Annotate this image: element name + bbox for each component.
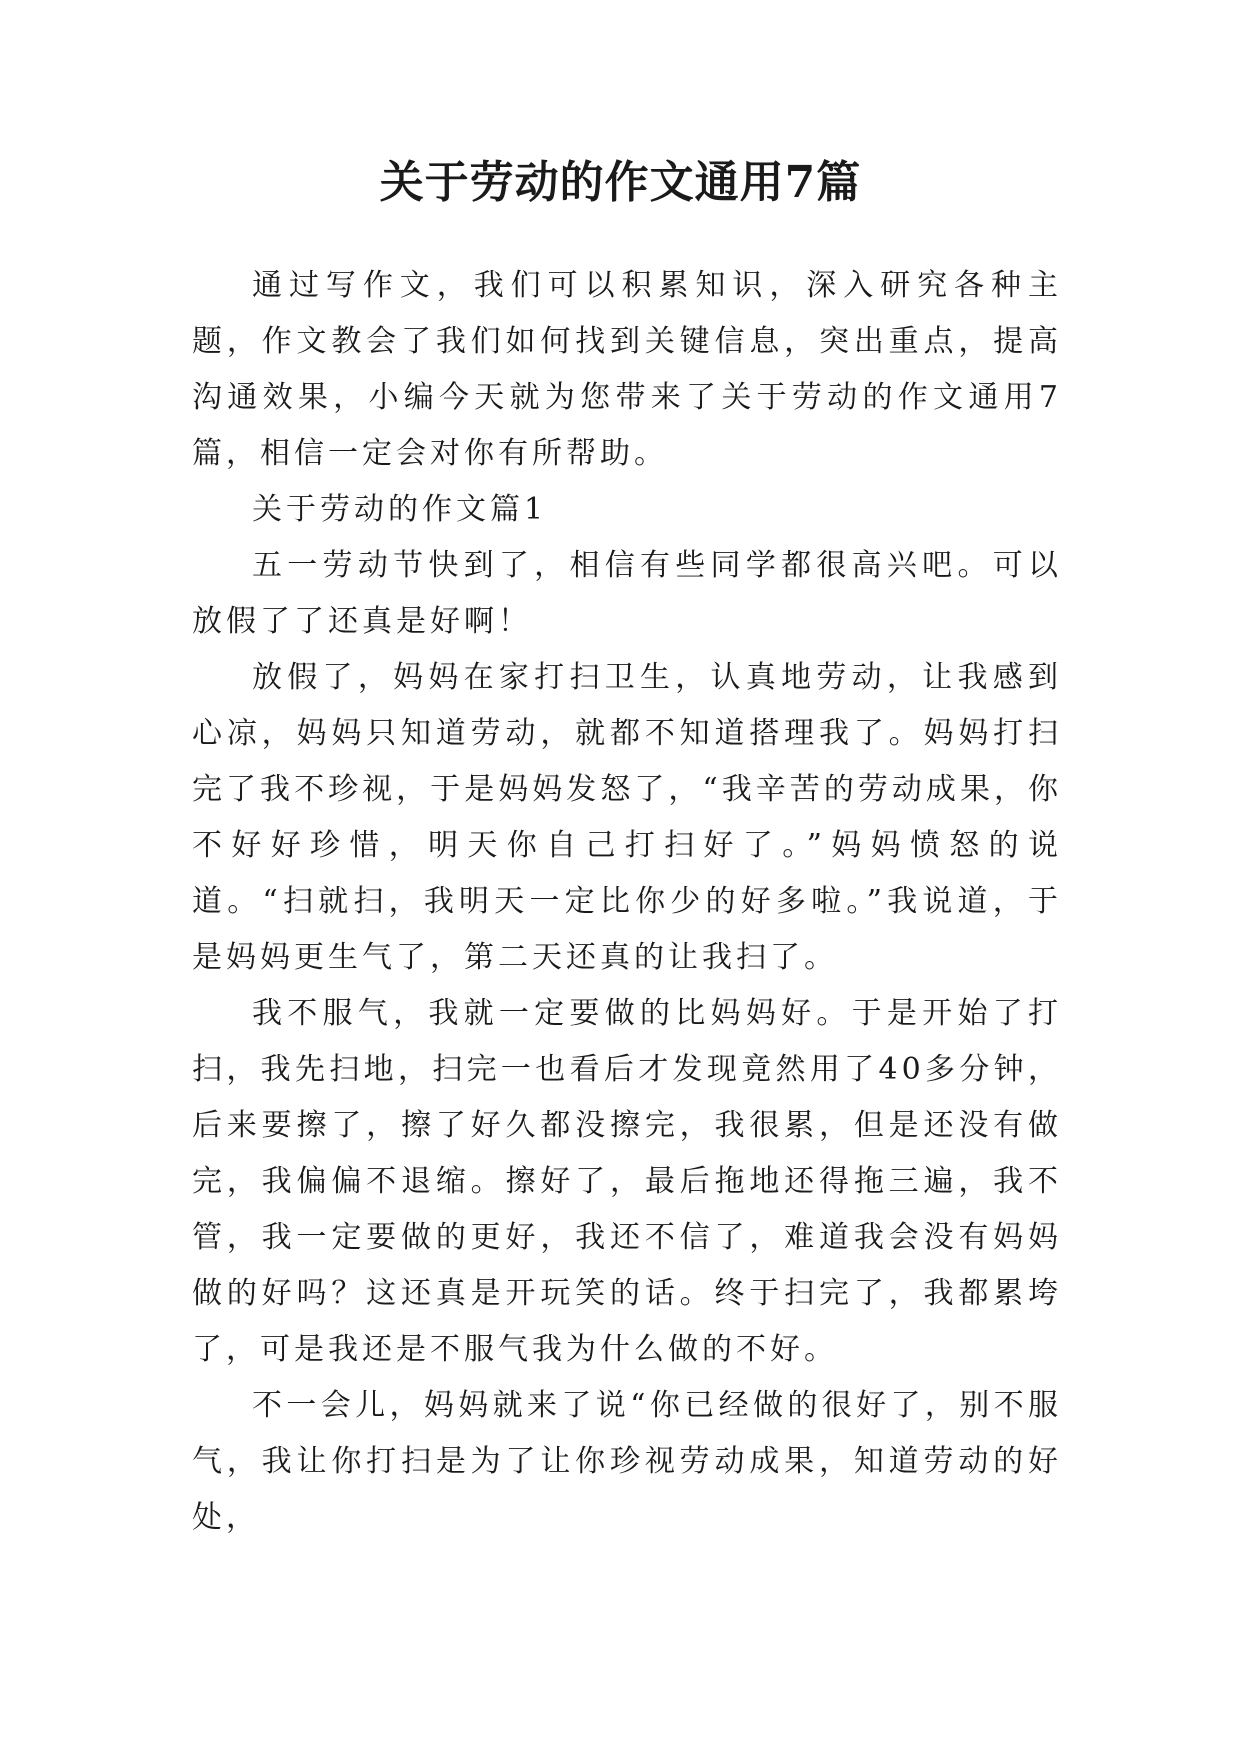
- section-heading: 关于劳动的作文篇1: [252, 492, 548, 527]
- body-paragraph: 我不服气，我就一定要做的比妈妈好。于是开始了打扫，我先扫地，扫完一也看后才发现竟然用了40多分钟，后来要擦了，擦了好久都没擦完，我很累，但是还没有做完，我偏偏不退缩。擦好了，最后拖地还得拖三遍，我不管，我一定要做的更好，我还不信了，难道我会没有妈妈做的好吗？这还真是开玩笑的话。终于扫完了，我都累垮了，可是我还是不服气我为什么做的不好。: [192, 996, 1062, 1367]
- body-paragraph: 不一会儿，妈妈就来了说“你已经做的很好了，别不服气，我让你打扫是为了让你珍视劳动成果，知道劳动的好处，: [192, 1388, 1062, 1535]
- document-title: 关于劳动的作文通用7篇: [379, 157, 862, 208]
- body-paragraph: 放假了，妈妈在家打扫卫生，认真地劳动，让我感到心凉，妈妈只知道劳动，就都不知道搭理我了。妈妈打扫完了我不珍视，于是妈妈发怒了，“我辛苦的劳动成果，你不好好珍惜，明天你自己打扫好了。”妈妈愤怒的说道。“扫就扫，我明天一定比你少的好多啦。”我说道，于是妈妈更生气了，第二天还真的让我扫了。: [192, 660, 1062, 975]
- intro-paragraph: 通过写作文，我们可以积累知识，深入研究各种主题，作文教会了我们如何找到关键信息，突出重点，提高沟通效果，小编今天就为您带来了关于劳动的作文通用7篇，相信一定会对你有所帮助。: [192, 268, 1062, 471]
- document-body: [192, 258, 1062, 1546]
- body-paragraph: 五一劳动节快到了，相信有些同学都很高兴吧。可以放假了了还真是好啊！: [192, 548, 1062, 639]
